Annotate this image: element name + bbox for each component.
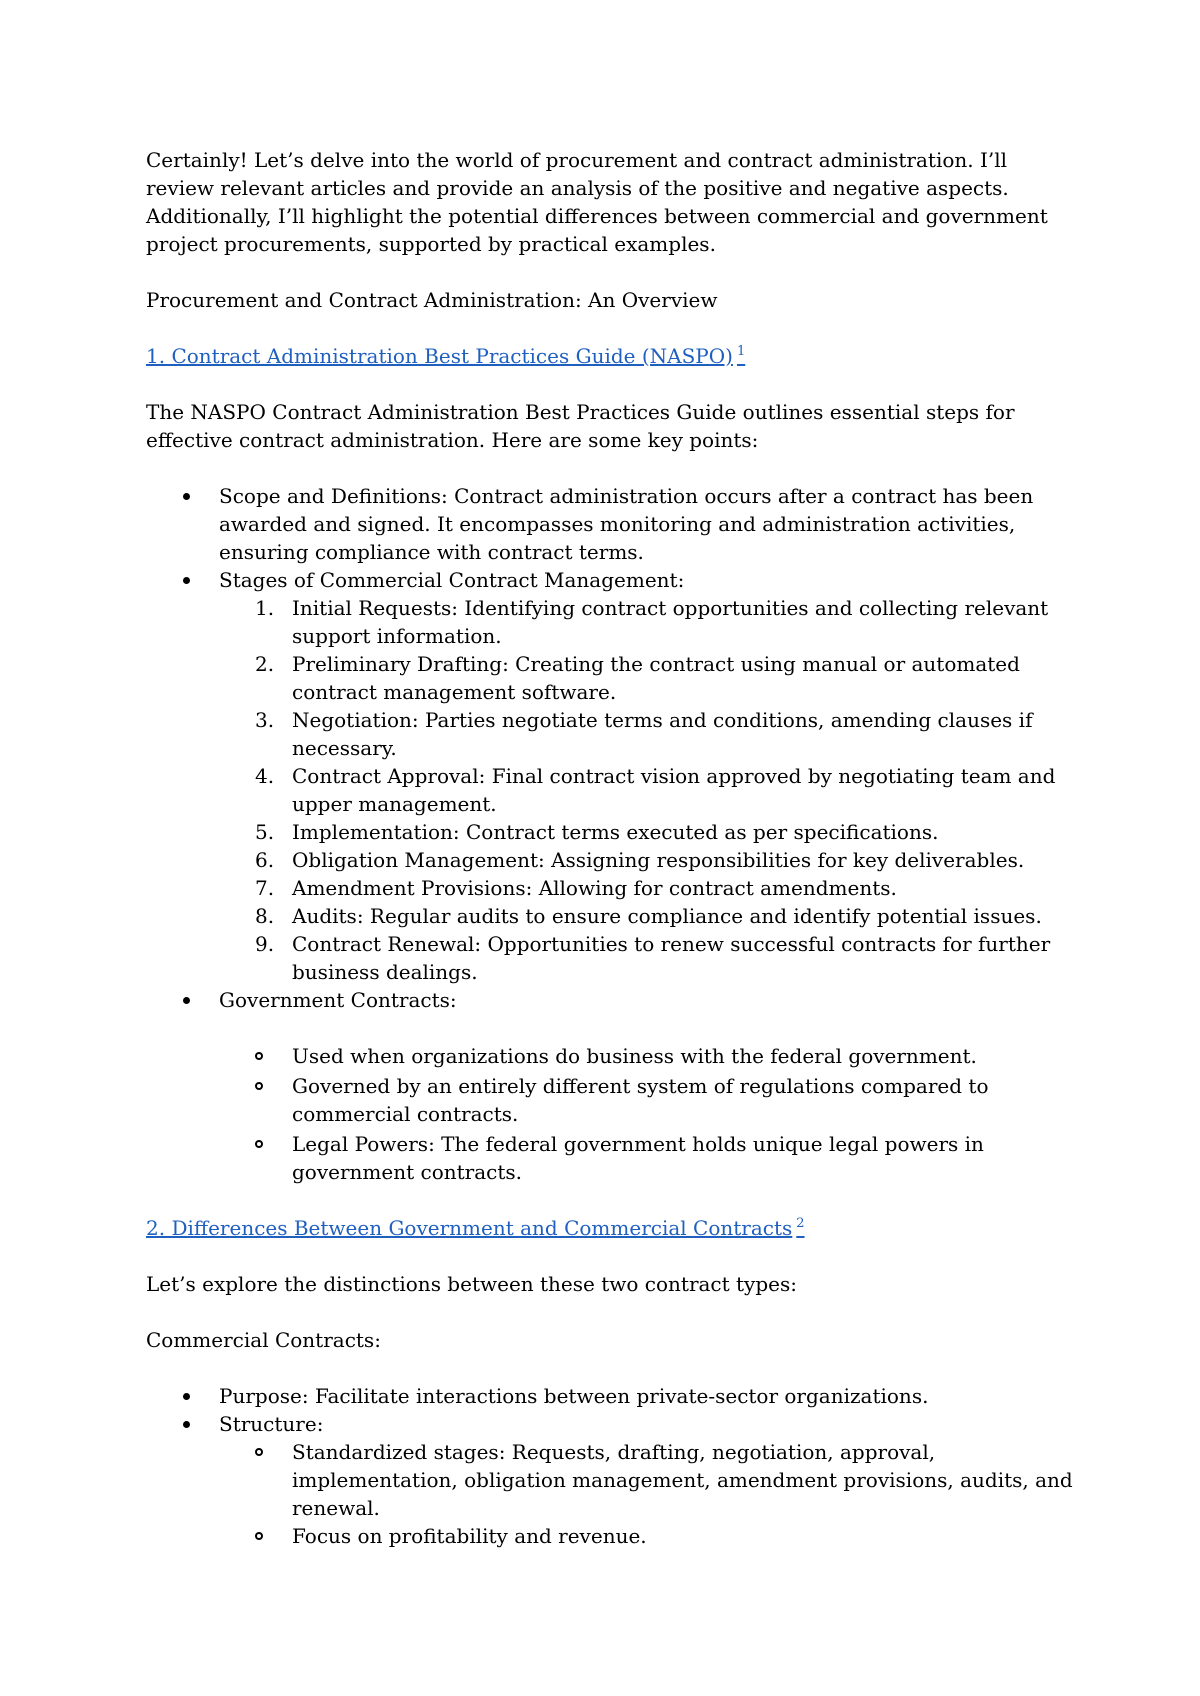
- list-item: [219, 762, 1076, 818]
- structure-points-list: [219, 1438, 1076, 1550]
- list-item-text: Obligation Management: Assigning responsibilities for key deliverables.: [292, 848, 1025, 872]
- list-item-text: Governed by an entirely different system of regulations compared to commercial contracts.: [292, 1074, 989, 1126]
- government-points-list: [219, 1042, 1076, 1186]
- list-number: 1.: [255, 596, 275, 620]
- circle-bullet-icon: [255, 1532, 263, 1540]
- list-item: [219, 650, 1076, 706]
- section1-intro: The NASPO Contract Administration Best Practices Guide outlines essential steps for effective contract administration. Here are some key points:: [146, 400, 1015, 452]
- list-item: [219, 1042, 1076, 1070]
- circle-bullet-icon: [255, 1052, 263, 1060]
- list-item: [219, 874, 1076, 902]
- list-item: [219, 594, 1076, 650]
- list-item: [219, 1438, 1076, 1522]
- bullet-structure-text: Structure:: [219, 1412, 324, 1436]
- list-item: [219, 1072, 1076, 1128]
- overview-title: Procurement and Contract Administration: An Overview: [146, 288, 718, 312]
- section1-footnote-ref[interactable]: 1: [736, 344, 746, 359]
- list-item-text: Legal Powers: The federal government holds unique legal powers in government contracts.: [292, 1132, 984, 1184]
- list-item-text: Amendment Provisions: Allowing for contract amendments.: [292, 876, 897, 900]
- document-body: [146, 146, 1076, 1550]
- bullet-scope-text: Scope and Definitions: Contract administration occurs after a contract has been awarded and signed. It encompasses monitoring and administration activities, ensuring compliance with contract terms.: [219, 484, 1034, 564]
- list-item-text: Preliminary Drafting: Creating the contract using manual or automated contract management software.: [292, 652, 1020, 704]
- section1-bullet-list: [146, 482, 1076, 1186]
- list-item-text: Audits: Regular audits to ensure compliance and identify potential issues.: [292, 904, 1042, 928]
- list-number: 3.: [255, 708, 275, 732]
- bullet-dot-icon: [183, 1393, 190, 1400]
- bullet-dot-icon: [183, 997, 190, 1004]
- list-number: 4.: [255, 764, 275, 788]
- list-item-text: Contract Renewal: Opportunities to renew successful contracts for further business dealings.: [292, 932, 1051, 984]
- list-item-text: Standardized stages: Requests, drafting, negotiation, approval, implementation, obligation management, amendment provisions, audits, and renewal.: [292, 1440, 1073, 1520]
- intro-paragraph: Certainly! Let’s delve into the world of procurement and contract administration. I’ll review relevant articles and provide an analysis of the positive and negative aspects. Additionally, I’ll highlight the potential differences between commercial and government project procurements, supported by practical examples.: [146, 148, 1048, 256]
- circle-bullet-icon: [255, 1448, 263, 1456]
- list-item: [219, 846, 1076, 874]
- list-item-text: Contract Approval: Final contract vision approved by negotiating team and upper management.: [292, 764, 1056, 816]
- section2-heading-text[interactable]: 2. Differences Between Government and Commercial Contracts: [146, 1216, 793, 1240]
- list-item-text: Negotiation: Parties negotiate terms and conditions, amending clauses if necessary.: [292, 708, 1033, 760]
- section1-heading-link[interactable]: [146, 342, 1076, 370]
- list-item-text: Initial Requests: Identifying contract opportunities and collecting relevant support information.: [292, 596, 1049, 648]
- list-item: [219, 818, 1076, 846]
- bullet-purpose-text: Purpose: Facilitate interactions between private-sector organizations.: [219, 1384, 929, 1408]
- list-number: 6.: [255, 848, 275, 872]
- section1-heading-text[interactable]: 1. Contract Administration Best Practices Guide (NASPO): [146, 344, 733, 368]
- list-item-text: Focus on profitability and revenue.: [292, 1524, 647, 1548]
- bullet-government: [146, 986, 1076, 1186]
- list-item: [219, 1522, 1076, 1550]
- bullet-dot-icon: [183, 1421, 190, 1428]
- bullet-stages: [146, 566, 1076, 986]
- list-item: [219, 1130, 1076, 1186]
- list-number: 8.: [255, 904, 275, 928]
- section2-heading-link[interactable]: [146, 1214, 1076, 1242]
- circle-bullet-icon: [255, 1082, 263, 1090]
- section2-intro: Let’s explore the distinctions between these two contract types:: [146, 1272, 797, 1296]
- list-number: 2.: [255, 652, 275, 676]
- list-item: [219, 706, 1076, 762]
- circle-bullet-icon: [255, 1140, 263, 1148]
- list-item-text: Used when organizations do business with the federal government.: [292, 1044, 977, 1068]
- stages-list: [219, 594, 1076, 986]
- bullet-purpose: [146, 1382, 1076, 1410]
- bullet-dot-icon: [183, 493, 190, 500]
- bullet-scope: [146, 482, 1076, 566]
- bullet-dot-icon: [183, 577, 190, 584]
- list-number: 5.: [255, 820, 275, 844]
- bullet-stages-text: Stages of Commercial Contract Management:: [219, 568, 685, 592]
- commercial-contracts-title: Commercial Contracts:: [146, 1328, 381, 1352]
- section2-footnote-ref[interactable]: 2: [796, 1216, 805, 1231]
- list-item: [219, 902, 1076, 930]
- section2-bullet-list: [146, 1382, 1076, 1550]
- list-number: 9.: [255, 932, 275, 956]
- bullet-structure: [146, 1410, 1076, 1550]
- list-number: 7.: [255, 876, 275, 900]
- list-item: [219, 930, 1076, 986]
- bullet-government-text: Government Contracts:: [219, 988, 457, 1012]
- list-item-text: Implementation: Contract terms executed as per specifications.: [292, 820, 939, 844]
